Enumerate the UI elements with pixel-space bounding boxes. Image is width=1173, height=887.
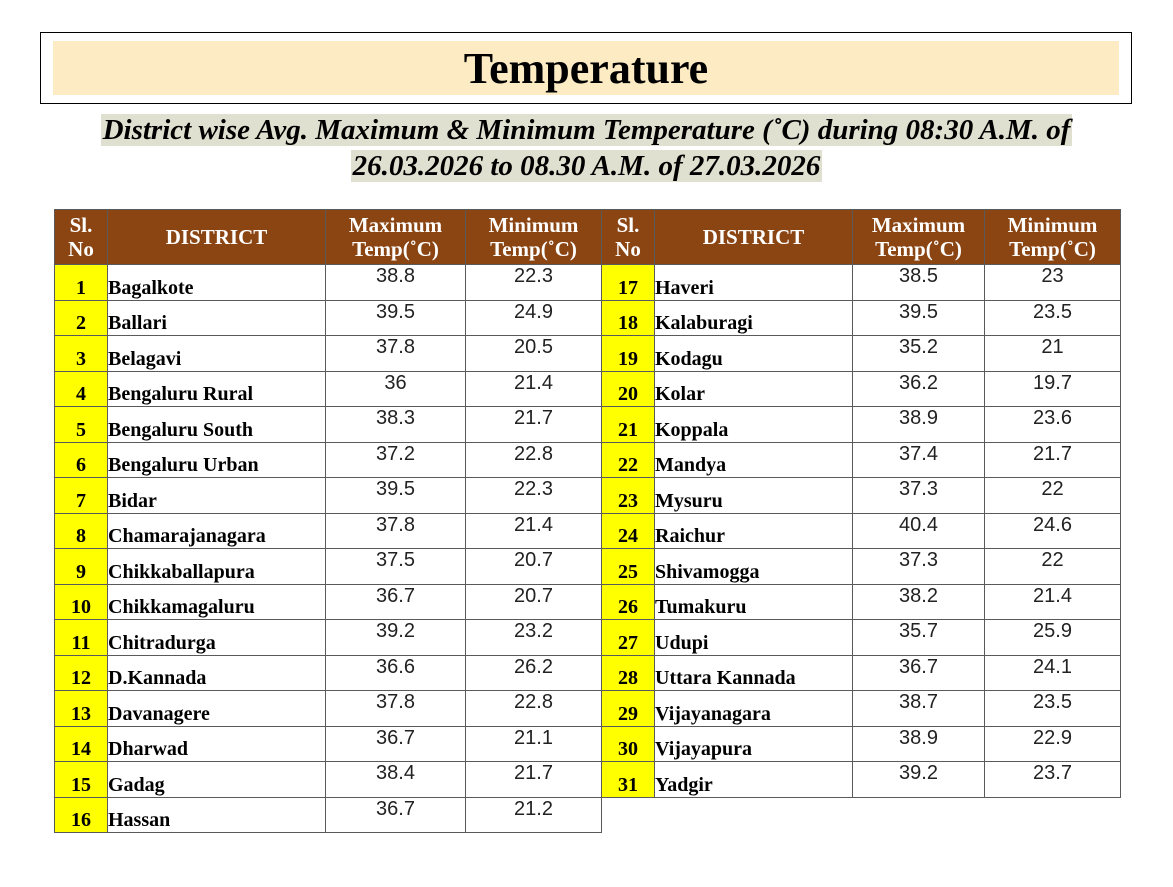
table-header-row [55, 210, 602, 265]
serial-number: 12 [55, 655, 108, 691]
max-temp-value: 38.8 [326, 265, 466, 301]
district-name: Ballari [108, 300, 326, 336]
max-temp-value: 38.4 [326, 762, 466, 798]
serial-number: 4 [55, 371, 108, 407]
min-temp-value: 21.4 [466, 513, 602, 549]
subtitle [0, 112, 1173, 184]
header-min-temp: Minimum Temp(˚C) [466, 210, 602, 265]
serial-number: 20 [602, 371, 655, 407]
table-row [55, 336, 602, 372]
min-temp-value: 21.1 [466, 726, 602, 762]
table-row [602, 442, 1121, 478]
min-temp-value: 20.7 [466, 549, 602, 585]
serial-number: 15 [55, 762, 108, 798]
district-name: Uttara Kannada [655, 655, 853, 691]
district-name: Chitradurga [108, 620, 326, 656]
max-temp-value: 38.3 [326, 407, 466, 443]
min-temp-value: 23.5 [985, 691, 1121, 727]
min-temp-value: 21.2 [466, 797, 602, 833]
table-row [602, 762, 1121, 798]
serial-number: 22 [602, 442, 655, 478]
min-temp-value: 26.2 [466, 655, 602, 691]
max-temp-value: 37.3 [853, 478, 985, 514]
district-name: Hassan [108, 797, 326, 833]
table-row [602, 655, 1121, 691]
min-temp-value: 22.8 [466, 691, 602, 727]
table-row [55, 549, 602, 585]
title-frame [40, 32, 1132, 104]
max-temp-value: 37.4 [853, 442, 985, 478]
temperature-table-left [54, 209, 602, 833]
serial-number: 26 [602, 584, 655, 620]
serial-number: 3 [55, 336, 108, 372]
table-row [602, 336, 1121, 372]
district-name: Vijayapura [655, 726, 853, 762]
table-row [602, 584, 1121, 620]
serial-number: 8 [55, 513, 108, 549]
district-name: Bidar [108, 478, 326, 514]
max-temp-value: 36.7 [853, 655, 985, 691]
min-temp-value: 23.6 [985, 407, 1121, 443]
min-temp-value: 24.9 [466, 300, 602, 336]
header-district: DISTRICT [655, 210, 853, 265]
min-temp-value: 19.7 [985, 371, 1121, 407]
table-row [55, 407, 602, 443]
max-temp-value: 37.5 [326, 549, 466, 585]
max-temp-value: 36.7 [326, 797, 466, 833]
min-temp-value: 22.3 [466, 265, 602, 301]
table-row [55, 371, 602, 407]
table-row [602, 265, 1121, 301]
district-name: Shivamogga [655, 549, 853, 585]
district-name: Belagavi [108, 336, 326, 372]
subtitle-line-1: District wise Avg. Maximum & Minimum Temperature (˚C) during 08:30 A.M. of [102, 114, 1071, 146]
max-temp-value: 37.8 [326, 691, 466, 727]
district-name: Chamarajanagara [108, 513, 326, 549]
header-sl-no: Sl. No [602, 210, 655, 265]
district-name: Raichur [655, 513, 853, 549]
district-name: Mysuru [655, 478, 853, 514]
min-temp-value: 22.3 [466, 478, 602, 514]
header-min-temp: Minimum Temp(˚C) [985, 210, 1121, 265]
table-row [55, 797, 602, 833]
district-name: Bengaluru Rural [108, 371, 326, 407]
subtitle-line-2: 26.03.2026 to 08.30 A.M. of 27.03.2026 [352, 150, 821, 182]
min-temp-value: 21.7 [985, 442, 1121, 478]
header-sl-no: Sl. No [55, 210, 108, 265]
serial-number: 27 [602, 620, 655, 656]
min-temp-value: 21.4 [466, 371, 602, 407]
table-row [55, 584, 602, 620]
table-row [55, 300, 602, 336]
district-name: Kalaburagi [655, 300, 853, 336]
table-row [602, 726, 1121, 762]
serial-number: 23 [602, 478, 655, 514]
district-name: Bagalkote [108, 265, 326, 301]
district-name: Kolar [655, 371, 853, 407]
district-name: Chikkamagaluru [108, 584, 326, 620]
serial-number: 17 [602, 265, 655, 301]
max-temp-value: 38.2 [853, 584, 985, 620]
district-name: Mandya [655, 442, 853, 478]
table-row [602, 691, 1121, 727]
max-temp-value: 39.2 [853, 762, 985, 798]
table-header-row [602, 210, 1121, 265]
table-row [602, 549, 1121, 585]
serial-number: 2 [55, 300, 108, 336]
min-temp-value: 23 [985, 265, 1121, 301]
district-name: Koppala [655, 407, 853, 443]
header-district: DISTRICT [108, 210, 326, 265]
table-row [602, 300, 1121, 336]
district-name: Yadgir [655, 762, 853, 798]
district-name: Tumakuru [655, 584, 853, 620]
max-temp-value: 38.5 [853, 265, 985, 301]
serial-number: 28 [602, 655, 655, 691]
min-temp-value: 23.2 [466, 620, 602, 656]
max-temp-value: 37.8 [326, 336, 466, 372]
serial-number: 25 [602, 549, 655, 585]
district-name: Chikkaballapura [108, 549, 326, 585]
temperature-table-right [601, 209, 1121, 798]
table-row [55, 265, 602, 301]
min-temp-value: 22.8 [466, 442, 602, 478]
district-name: Haveri [655, 265, 853, 301]
header-max-temp: Maximum Temp(˚C) [853, 210, 985, 265]
table-row [55, 691, 602, 727]
min-temp-value: 21.7 [466, 407, 602, 443]
serial-number: 30 [602, 726, 655, 762]
max-temp-value: 36.7 [326, 584, 466, 620]
table-row [602, 513, 1121, 549]
district-name: Kodagu [655, 336, 853, 372]
max-temp-value: 40.4 [853, 513, 985, 549]
serial-number: 18 [602, 300, 655, 336]
page-title: Temperature [53, 41, 1119, 95]
max-temp-value: 36.6 [326, 655, 466, 691]
district-name: Gadag [108, 762, 326, 798]
serial-number: 24 [602, 513, 655, 549]
serial-number: 10 [55, 584, 108, 620]
min-temp-value: 22 [985, 549, 1121, 585]
table-row [55, 655, 602, 691]
max-temp-value: 35.7 [853, 620, 985, 656]
max-temp-value: 39.5 [326, 478, 466, 514]
table-row [55, 726, 602, 762]
serial-number: 16 [55, 797, 108, 833]
table-row [602, 478, 1121, 514]
district-name: Davanagere [108, 691, 326, 727]
max-temp-value: 39.5 [326, 300, 466, 336]
serial-number: 7 [55, 478, 108, 514]
serial-number: 9 [55, 549, 108, 585]
table-row [55, 513, 602, 549]
table-row [602, 371, 1121, 407]
serial-number: 29 [602, 691, 655, 727]
district-name: Bengaluru Urban [108, 442, 326, 478]
max-temp-value: 37.8 [326, 513, 466, 549]
min-temp-value: 22 [985, 478, 1121, 514]
table-row [55, 478, 602, 514]
serial-number: 6 [55, 442, 108, 478]
max-temp-value: 37.2 [326, 442, 466, 478]
max-temp-value: 38.9 [853, 726, 985, 762]
max-temp-value: 36.7 [326, 726, 466, 762]
serial-number: 11 [55, 620, 108, 656]
min-temp-value: 23.5 [985, 300, 1121, 336]
district-name: Vijayanagara [655, 691, 853, 727]
min-temp-value: 24.1 [985, 655, 1121, 691]
serial-number: 1 [55, 265, 108, 301]
min-temp-value: 21.7 [466, 762, 602, 798]
max-temp-value: 39.5 [853, 300, 985, 336]
min-temp-value: 21.4 [985, 584, 1121, 620]
min-temp-value: 20.7 [466, 584, 602, 620]
max-temp-value: 38.9 [853, 407, 985, 443]
district-name: Dharwad [108, 726, 326, 762]
max-temp-value: 38.7 [853, 691, 985, 727]
header-max-temp: Maximum Temp(˚C) [326, 210, 466, 265]
max-temp-value: 39.2 [326, 620, 466, 656]
max-temp-value: 37.3 [853, 549, 985, 585]
serial-number: 14 [55, 726, 108, 762]
table-row [55, 620, 602, 656]
serial-number: 31 [602, 762, 655, 798]
table-row [602, 620, 1121, 656]
max-temp-value: 35.2 [853, 336, 985, 372]
district-name: Udupi [655, 620, 853, 656]
serial-number: 13 [55, 691, 108, 727]
max-temp-value: 36.2 [853, 371, 985, 407]
serial-number: 19 [602, 336, 655, 372]
min-temp-value: 23.7 [985, 762, 1121, 798]
min-temp-value: 20.5 [466, 336, 602, 372]
table-row [55, 762, 602, 798]
min-temp-value: 24.6 [985, 513, 1121, 549]
serial-number: 5 [55, 407, 108, 443]
max-temp-value: 36 [326, 371, 466, 407]
district-name: Bengaluru South [108, 407, 326, 443]
serial-number: 21 [602, 407, 655, 443]
min-temp-value: 25.9 [985, 620, 1121, 656]
district-name: D.Kannada [108, 655, 326, 691]
table-row [55, 442, 602, 478]
min-temp-value: 21 [985, 336, 1121, 372]
table-row [602, 407, 1121, 443]
min-temp-value: 22.9 [985, 726, 1121, 762]
